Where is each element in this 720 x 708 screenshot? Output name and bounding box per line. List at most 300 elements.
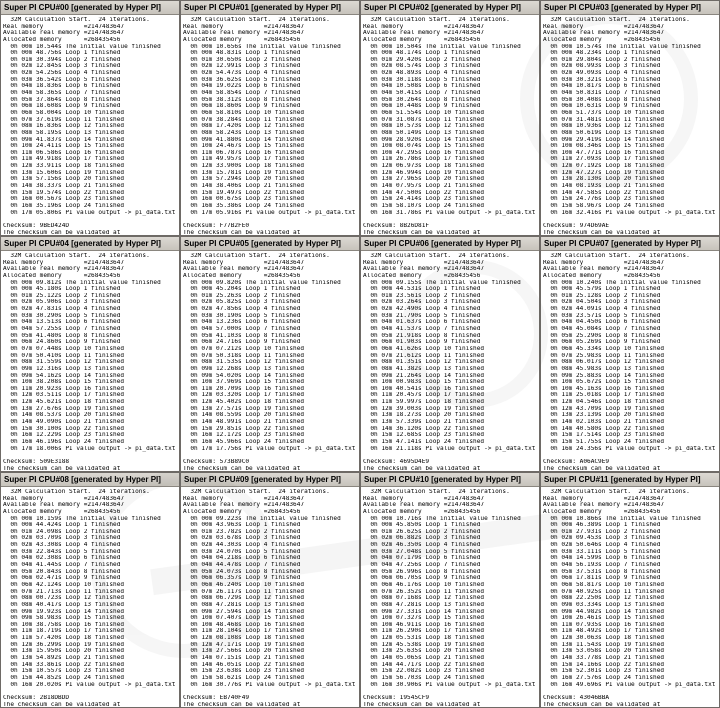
window-titlebar[interactable] xyxy=(1,473,179,487)
console-line: 0h 15m 23.638s Loop 23 finished xyxy=(183,668,305,675)
console-line: 0h 00m 44.531s Loop 1 finished xyxy=(363,286,481,293)
console-output xyxy=(181,15,359,235)
console-line: Available real memory =2147483647 xyxy=(543,30,665,37)
console-line: 0h 10m 24.411s Loop 15 finished xyxy=(3,143,125,150)
console-line: 0h 07m 31.481s Loop 11 finished xyxy=(543,116,665,123)
console-line: 0h 08m 17.420s Loop 12 finished xyxy=(183,123,305,130)
console-line: 0h 06m 06.705s Loop 9 finished xyxy=(363,575,481,582)
console-line: 0h 00m 48.174s Loop 1 finished xyxy=(363,50,481,57)
console-line: 0h 12m 45.402s Loop 18 finished xyxy=(183,399,305,406)
console-line: The checksum can be validated at xyxy=(363,701,481,707)
console-line: 0h 00m 48.831s Loop 1 finished xyxy=(183,50,301,57)
console-line: 0h 11m 06.787s Loop 16 finished xyxy=(183,149,305,156)
console-line: 0h 00m 45.204s Loop 1 finished xyxy=(183,286,301,293)
console-line: 0h 09m 41.880s Loop 14 finished xyxy=(183,136,305,143)
superpi-window xyxy=(180,236,360,472)
console-line: 0h 12m 06.973s Loop 18 finished xyxy=(363,163,485,170)
window-titlebar[interactable] xyxy=(1,1,179,15)
console-line: 0h 03m 22.843s Loop 5 finished xyxy=(3,548,121,555)
console-line: 0h 10m 26.461s Loop 15 finished xyxy=(543,615,665,622)
console-line: The checksum can be validated at xyxy=(3,465,121,471)
console-line: 0h 00m 10.159s The initial value finished xyxy=(3,515,161,522)
console-line: 0h 06m 45.334s Loop 10 finished xyxy=(543,345,665,352)
console-line: 0h 12m 08.108s Loop 18 finished xyxy=(183,635,305,642)
console-line: 0h 09m 27.594s Loop 14 finished xyxy=(183,608,305,615)
console-line: Real memory =2147483647 xyxy=(543,259,665,266)
console-line: 0h 01m 27.931s Loop 2 finished xyxy=(543,528,661,535)
window-titlebar[interactable] xyxy=(541,1,719,15)
console-line: 0h 16m 30.906s PI value output -> pi_data.txt xyxy=(363,681,536,688)
console-line: 0h 02m 46.350s Loop 4 finished xyxy=(363,542,481,549)
console-line: 0h 08m 58.195s Loop 13 finished xyxy=(3,129,125,136)
console-line: 32M Calculation Start. 24 iterations. xyxy=(3,17,150,23)
window-title: Super PI CPU#03 [generated by Hyper PI] xyxy=(544,3,701,12)
console-line: 0h 11m 20.457s Loop 17 finished xyxy=(363,392,485,399)
window-titlebar[interactable] xyxy=(541,473,719,487)
console-line: 0h 09m 41.837s Loop 14 finished xyxy=(3,136,125,143)
superpi-window xyxy=(540,472,720,708)
console-line: 0h 04m 14.599s Loop 6 finished xyxy=(543,555,661,562)
console-line: 0h 13m 57.294s Loop 20 finished xyxy=(183,176,305,183)
console-line: Available real memory =2147483647 xyxy=(363,502,485,509)
window-title: Super PI CPU#00 [generated by Hyper PI] xyxy=(4,3,161,12)
console-line: 0h 16m 24.356s PI value output -> pi_data.txt xyxy=(543,445,716,452)
window-title: Super PI CPU#04 [generated by Hyper PI] xyxy=(4,239,161,248)
console-line: 0h 08m 31.535s Loop 12 finished xyxy=(183,359,305,366)
console-line: 0h 01m 26.625s Loop 2 finished xyxy=(363,528,481,535)
console-line: 0h 04m 19.022s Loop 6 finished xyxy=(183,83,301,90)
console-line: 0h 04m 04.450s Loop 6 finished xyxy=(543,319,661,326)
window-title: Super PI CPU#06 [generated by Hyper PI] xyxy=(364,239,521,248)
console-line: Checksum: EB740F49 xyxy=(183,694,250,701)
console-line: 0h 16m 45.966s Loop 24 finished xyxy=(183,438,305,445)
console-line: 0h 03m 36.542s Loop 5 finished xyxy=(3,76,121,83)
console-line: 0h 13m 27.566s Loop 20 finished xyxy=(183,648,305,655)
console-line: 0h 14m 07.151s Loop 21 finished xyxy=(183,655,305,662)
console-line: 0h 07m 07.448s Loop 10 finished xyxy=(3,345,125,352)
console-line: 0h 10m 07.407s Loop 15 finished xyxy=(183,615,305,622)
console-line: 0h 13m 15.606s Loop 19 finished xyxy=(3,169,125,176)
console-line: 0h 01m 30.394s Loop 2 finished xyxy=(3,56,121,63)
console-line: 0h 10m 08.074s Loop 15 finished xyxy=(363,143,485,150)
console-line: Allocated memory =268435456 xyxy=(363,508,481,515)
console-line: 0h 02m 47.856s Loop 4 finished xyxy=(183,306,301,313)
console-line: 0h 16m 12.172s Loop 23 finished xyxy=(183,432,305,439)
console-line: 0h 15m 19.497s Loop 22 finished xyxy=(183,189,305,196)
console-line: 0h 02m 12.991s Loop 3 finished xyxy=(183,63,301,70)
console-line: 0h 06m 58.817s Loop 10 finished xyxy=(543,581,665,588)
console-line: 0h 08m 47.281s Loop 13 finished xyxy=(363,601,485,608)
console-line: 0h 12m 47.227s Loop 19 finished xyxy=(543,169,665,176)
console-line: 0h 00m 10.574s The initial value finished xyxy=(543,43,701,50)
console-output xyxy=(361,487,539,707)
console-line: 0h 10m 47.771s Loop 16 finished xyxy=(543,149,665,156)
console-output xyxy=(1,251,179,471)
console-line: 32M Calculation Start. 24 iterations. xyxy=(3,253,150,259)
console-line: 0h 04m 01.637s Loop 6 finished xyxy=(363,319,481,326)
console-line: 0h 00m 48.234s Loop 1 finished xyxy=(543,50,661,57)
console-line: Checksum: 4695D4E9 xyxy=(363,458,430,465)
console-line: 0h 00m 10.504s The initial value finished xyxy=(363,43,521,50)
console-line: 0h 02m 05.906s Loop 3 finished xyxy=(3,299,121,306)
console-line: 0h 13m 11.543s Loop 19 finished xyxy=(543,641,665,648)
console-line: 0h 01m 25.128s Loop 2 finished xyxy=(543,292,661,299)
console-output xyxy=(181,487,359,707)
console-output xyxy=(181,251,359,471)
console-line: 0h 07m 26.352s Loop 11 finished xyxy=(363,588,485,595)
console-line: 0h 12m 30.063s Loop 18 finished xyxy=(543,635,665,642)
console-output xyxy=(1,15,179,235)
console-line: 0h 13m 25.635s Loop 20 finished xyxy=(363,648,485,655)
console-line: 0h 15m 44.852s Loop 24 finished xyxy=(3,674,125,681)
console-line: 0h 05m 37.864s Loop 8 finished xyxy=(3,96,121,103)
console-line: 32M Calculation Start. 24 iterations. xyxy=(363,17,510,23)
console-line: 0h 03m 30.321s Loop 5 finished xyxy=(543,76,661,83)
console-line: 0h 02m 05.825s Loop 3 finished xyxy=(183,299,301,306)
console-line: 0h 16m 30.776s PI value output -> pi_data.txt xyxy=(183,681,356,688)
console-line xyxy=(183,216,357,223)
console-line: 0h 12m 03.511s Loop 17 finished xyxy=(3,392,125,399)
console-line: Checksum: 8B26D81F xyxy=(363,222,430,229)
console-line: 0h 15m 52.301s Loop 23 finished xyxy=(543,668,665,675)
console-line: 0h 15m 58.967s Loop 24 finished xyxy=(543,202,665,209)
console-line xyxy=(363,452,537,459)
window-title: Super PI CPU#11 [generated by Hyper PI] xyxy=(544,475,701,484)
console-line: 0h 08m 58.243s Loop 13 finished xyxy=(183,129,305,136)
console-line: 0h 08m 01.351s Loop 12 finished xyxy=(363,359,485,366)
console-line: 0h 14m 47.500s Loop 22 finished xyxy=(363,189,485,196)
superpi-window xyxy=(360,472,540,708)
console-line: 0h 08m 16.836s Loop 12 finished xyxy=(3,123,125,130)
console-line: Checksum: 509E3188 xyxy=(3,458,70,465)
console-line: 0h 04m 41.537s Loop 7 finished xyxy=(363,326,481,333)
window-title: Super PI CPU#09 [generated by Hyper PI] xyxy=(184,475,341,484)
console-line: 0h 04m 44.478s Loop 7 finished xyxy=(183,562,301,569)
console-line: 0h 04m 58.365s Loop 7 finished xyxy=(3,90,121,97)
console-line: 0h 11m 48.492s Loop 17 finished xyxy=(543,628,665,635)
console-line: 0h 05m 37.531s Loop 8 finished xyxy=(543,568,661,575)
console-line: 0h 15m 19.574s Loop 22 finished xyxy=(3,189,125,196)
console-line: Checksum: A06AC9E9 xyxy=(543,458,610,465)
console-line: 0h 08m 50.619s Loop 13 finished xyxy=(543,129,665,136)
console-line: 0h 06m 58.810s Loop 10 finished xyxy=(183,109,305,116)
console-line: 0h 09m 29.419s Loop 14 finished xyxy=(543,136,665,143)
console-line: Allocated memory =268435456 xyxy=(543,272,661,279)
console-line: 0h 11m 59.997s Loop 18 finished xyxy=(363,399,485,406)
console-line: 0h 14m 44.717s Loop 22 finished xyxy=(363,661,485,668)
console-output xyxy=(361,15,539,235)
console-line: 0h 13m 53.058s Loop 20 finished xyxy=(543,648,665,655)
console-line: The checksum can be validated at xyxy=(183,701,301,707)
console-line: 0h 08m 22.250s Loop 12 finished xyxy=(543,595,665,602)
console-line: Real memory =2147483647 xyxy=(363,259,485,266)
console-line: 0h 11m 25.018s Loop 17 finished xyxy=(543,392,665,399)
console-line: 0h 04m 56.193s Loop 7 finished xyxy=(543,562,661,569)
console-line: 0h 12m 46.994s Loop 19 finished xyxy=(363,169,485,176)
console-line: 0h 13m 15.781s Loop 19 finished xyxy=(183,169,305,176)
console-line: 0h 15m 12.685s Loop 23 finished xyxy=(363,432,485,439)
console-line: 0h 01m 23.782s Loop 2 finished xyxy=(183,528,301,535)
console-line: Allocated memory =268435456 xyxy=(3,508,121,515)
console-line: Available real memory =2147483647 xyxy=(543,502,665,509)
console-line: Allocated memory =268435456 xyxy=(363,36,481,43)
console-line: Available real memory =2147483647 xyxy=(543,266,665,273)
console-line: 0h 04m 57.000s Loop 7 finished xyxy=(183,326,301,333)
console-line: 0h 15m 24.414s Loop 23 finished xyxy=(363,196,485,203)
console-line: 0h 06m 51.554s Loop 10 finished xyxy=(363,109,485,116)
console-line: 0h 03m 36.625s Loop 5 finished xyxy=(183,76,301,83)
window-titlebar[interactable] xyxy=(361,1,539,15)
console-line: 0h 12m 33.911s Loop 18 finished xyxy=(3,163,125,170)
console-line: 0h 13m 27.965s Loop 20 finished xyxy=(363,176,485,183)
console-line: 0h 08m 31.559s Loop 12 finished xyxy=(3,359,125,366)
console-line: 0h 02m 12.845s Loop 3 finished xyxy=(3,63,121,70)
console-line: 0h 02m 44.091s Loop 4 finished xyxy=(543,306,661,313)
console-line: 0h 16m 12.229s Loop 23 finished xyxy=(3,432,125,439)
console-line: 0h 06m 18.608s Loop 9 finished xyxy=(3,103,121,110)
console-line: 0h 11m 26.786s Loop 17 finished xyxy=(363,156,485,163)
console-line: 0h 03m 23.571s Loop 5 finished xyxy=(543,312,661,319)
window-title: Super PI CPU#02 [generated by Hyper PI] xyxy=(364,3,521,12)
console-line: 0h 08m 06.017s Loop 12 finished xyxy=(543,359,665,366)
console-line: 0h 05m 26.996s Loop 8 finished xyxy=(363,568,481,575)
console-line xyxy=(183,688,357,695)
console-line: Available real memory =2147483647 xyxy=(3,266,125,273)
console-line: 0h 14m 46.051s Loop 22 finished xyxy=(183,661,305,668)
console-line: 0h 09m 28.920s Loop 14 finished xyxy=(363,136,485,143)
console-line: 0h 17m 05.916s PI value output -> pi_data.txt xyxy=(183,209,356,216)
window-title: Super PI CPU#01 [generated by Hyper PI] xyxy=(184,3,341,12)
console-line: Available real memory =2147483647 xyxy=(3,30,125,37)
console-line: 0h 14m 49.090s Loop 21 finished xyxy=(3,419,125,426)
console-line: Available real memory =2147483647 xyxy=(3,502,125,509)
window-titlebar[interactable] xyxy=(181,1,359,15)
console-line: 0h 15m 17.514s Loop 23 finished xyxy=(543,432,665,439)
console-line: 0h 11m 07.935s Loop 16 finished xyxy=(543,621,665,628)
window-titlebar[interactable] xyxy=(361,473,539,487)
console-line: Available real memory =2147483647 xyxy=(183,266,305,273)
superpi-window xyxy=(360,0,540,236)
console-line: 0h 14m 08.537s Loop 20 finished xyxy=(3,412,125,419)
console-line: 0h 04m 04.218s Loop 6 finished xyxy=(183,555,301,562)
console-line: 0h 06m 24.716s Loop 9 finished xyxy=(183,339,301,346)
console-line: 0h 15m 10.557s Loop 23 finished xyxy=(3,668,125,675)
console-line: 0h 11m 49.918s Loop 17 finished xyxy=(3,156,125,163)
console-line: 0h 04m 18.836s Loop 6 finished xyxy=(3,83,121,90)
console-line: 0h 02m 42.490s Loop 4 finished xyxy=(363,306,481,313)
console-line: 0h 02m 06.882s Loop 3 finished xyxy=(363,535,481,542)
console-line: 0h 08m 41.382s Loop 13 finished xyxy=(363,365,485,372)
console-line: 0h 10m 05.672s Loop 15 finished xyxy=(543,379,665,386)
console-line: 0h 15m 24.776s Loop 23 finished xyxy=(543,196,665,203)
console-line: 0h 00m 10.656s The initial value finished xyxy=(183,43,341,50)
console-line: 32M Calculation Start. 24 iterations. xyxy=(183,253,330,259)
console-line: 0h 03m 30.190s Loop 5 finished xyxy=(183,312,301,319)
console-line: Available real memory =2147483647 xyxy=(183,30,305,37)
console-line: 0h 16m 32.416s PI value output -> pi_data.txt xyxy=(543,209,716,216)
console-line: 0h 07m 25.983s Loop 11 finished xyxy=(543,352,665,359)
console-line: Checksum: 19545CF9 xyxy=(363,694,430,701)
console-line: 0h 09m 27.331s Loop 14 finished xyxy=(363,608,485,615)
console-line: 0h 13m 57.339s Loop 21 finished xyxy=(363,419,485,426)
console-line: 0h 07m 50.410s Loop 11 finished xyxy=(3,352,125,359)
console-line xyxy=(3,452,177,459)
console-line: 0h 11m 57.420s Loop 18 finished xyxy=(3,635,125,642)
console-line: 0h 04m 02.308s Loop 6 finished xyxy=(3,555,121,562)
window-titlebar[interactable] xyxy=(1,237,179,251)
console-line: 0h 16m 00.567s Loop 23 finished xyxy=(3,196,125,203)
console-line: 0h 00m 10.544s The initial value finished xyxy=(3,43,161,50)
console-line: 0h 04m 47.256s Loop 7 finished xyxy=(363,562,481,569)
console-line: 0h 16m 27.576s Loop 24 finished xyxy=(543,674,665,681)
console-output xyxy=(361,251,539,471)
console-line xyxy=(543,216,717,223)
console-line: Checksum: 9BED424D xyxy=(3,222,70,229)
superpi-window xyxy=(180,0,360,236)
superpi-window xyxy=(360,236,540,472)
console-line: 0h 08m 10.573s Loop 12 finished xyxy=(363,123,485,130)
console-line: Allocated memory =268435456 xyxy=(183,36,301,43)
window-title: Super PI CPU#05 [generated by Hyper PI] xyxy=(184,239,341,248)
console-line: 0h 09m 19.923s Loop 14 finished xyxy=(3,608,125,615)
console-line: 0h 03m 24.070s Loop 5 finished xyxy=(183,548,301,555)
console-line: 0h 06m 10.631s Loop 9 finished xyxy=(543,103,661,110)
console-output xyxy=(1,487,179,707)
console-line xyxy=(183,452,357,459)
console-line: 0h 01m 23.561s Loop 2 finished xyxy=(363,292,481,299)
console-line: 0h 04m 58.854s Loop 7 finished xyxy=(183,90,301,97)
console-line: The checksum can be validated at xyxy=(543,701,661,707)
console-line: 0h 14m 36.120s Loop 22 finished xyxy=(363,425,485,432)
console-line: 0h 02m 08.574s Loop 3 finished xyxy=(363,63,481,70)
console-line: 0h 04m 50.831s Loop 7 finished xyxy=(543,90,661,97)
console-line: Real memory =2147483647 xyxy=(543,495,665,502)
console-output xyxy=(541,15,719,235)
console-line: 0h 14m 38.337s Loop 21 finished xyxy=(3,183,125,190)
console-line: 0h 10m 47.295s Loop 16 finished xyxy=(363,149,485,156)
console-line: 0h 15m 14.166s Loop 22 finished xyxy=(543,661,665,668)
window-titlebar[interactable] xyxy=(541,237,719,251)
console-line: 0h 12m 39.003s Loop 19 finished xyxy=(363,405,485,412)
console-line: 0h 07m 38.284s Loop 11 finished xyxy=(183,116,305,123)
console-line: 0h 14m 33.778s Loop 21 finished xyxy=(543,655,665,662)
window-titlebar[interactable] xyxy=(181,237,359,251)
window-titlebar[interactable] xyxy=(181,473,359,487)
console-line: 32M Calculation Start. 24 iterations. xyxy=(543,253,690,259)
console-line: 0h 00m 44.424s Loop 1 finished xyxy=(3,522,121,529)
superpi-window xyxy=(180,472,360,708)
console-line: 0h 11m 20.709s Loop 16 finished xyxy=(183,385,305,392)
console-line: 0h 11m 27.093s Loop 17 finished xyxy=(543,156,665,163)
console-line: 0h 06m 41.626s Loop 10 finished xyxy=(363,345,485,352)
window-titlebar[interactable] xyxy=(361,237,539,251)
console-line: 0h 00m 09.812s The initial value finished xyxy=(3,279,161,286)
console-line: 0h 04m 07.179s Loop 6 finished xyxy=(363,555,481,562)
console-line: 0h 02m 08.993s Loop 3 finished xyxy=(543,63,661,70)
console-line: 0h 15m 58.621s Loop 24 finished xyxy=(183,674,305,681)
console-line: 0h 06m 58.004s Loop 10 finished xyxy=(3,109,125,116)
console-line xyxy=(363,216,537,223)
console-line: 0h 09m 54.162s Loop 14 finished xyxy=(3,372,125,379)
console-line: Real memory =2147483647 xyxy=(183,259,305,266)
console-line: 0h 15m 29.851s Loop 22 finished xyxy=(183,425,305,432)
console-line: Allocated memory =268435456 xyxy=(363,272,481,279)
console-line: 0h 15m 51.755s Loop 24 finished xyxy=(543,438,665,445)
console-line: 32M Calculation Start. 24 iterations. xyxy=(363,253,510,259)
console-line: 0h 10m 40.541s Loop 16 finished xyxy=(363,385,485,392)
console-line: 0h 14m 48.991s Loop 21 finished xyxy=(183,419,305,426)
console-line: 0h 12m 03.320s Loop 17 finished xyxy=(183,392,305,399)
console-line: 0h 14m 38.406s Loop 21 finished xyxy=(183,183,305,190)
console-line: 0h 14m 07.957s Loop 21 finished xyxy=(363,183,485,190)
console-line: 0h 02m 50.646s Loop 4 finished xyxy=(543,542,661,549)
console-output xyxy=(541,251,719,471)
console-line: 0h 11m 28.104s Loop 17 finished xyxy=(183,628,305,635)
console-line: 0h 16m 35.386s Loop 24 finished xyxy=(183,202,305,209)
console-line xyxy=(363,688,537,695)
console-line: 0h 00m 46.389s Loop 1 finished xyxy=(543,522,661,529)
console-line: 0h 08m 50.149s Loop 13 finished xyxy=(363,129,485,136)
console-line: 0h 05m 41.480s Loop 8 finished xyxy=(3,332,121,339)
console-line: 0h 06m 42.124s Loop 10 finished xyxy=(3,581,125,588)
console-line: Real memory =2147483647 xyxy=(363,495,485,502)
console-line: 0h 08m 10.936s Loop 12 finished xyxy=(543,123,665,130)
console-line: 32M Calculation Start. 24 iterations. xyxy=(543,489,690,495)
console-line: 0h 12m 07.192s Loop 18 finished xyxy=(543,163,665,170)
console-line: 0h 05m 30.264s Loop 8 finished xyxy=(363,96,481,103)
console-line: 0h 08m 06.729s Loop 12 finished xyxy=(183,595,305,602)
console-line: 0h 01m 25.122s Loop 2 finished xyxy=(3,292,121,299)
console-line: 0h 13m 27.571s Loop 19 finished xyxy=(183,405,305,412)
console-line: Available real memory =2147483647 xyxy=(363,266,485,273)
console-line: Checksum: F77B2FE0 xyxy=(183,222,250,229)
console-line: The checksum can be validated at xyxy=(543,229,661,235)
console-line: 0h 13m 54.892s Loop 21 finished xyxy=(3,655,125,662)
console-line: 0h 09m 12.316s Loop 13 finished xyxy=(3,365,125,372)
console-line: 0h 01m 30.650s Loop 2 finished xyxy=(183,56,301,63)
console-line: 0h 02m 54.256s Loop 4 finished xyxy=(3,70,121,77)
console-line: 0h 02m 54.473s Loop 4 finished xyxy=(183,70,301,77)
console-line: 0h 10m 46.911s Loop 16 finished xyxy=(363,621,485,628)
console-line: 32M Calculation Start. 24 iterations. xyxy=(543,17,690,23)
console-line: 0h 02m 03.678s Loop 3 finished xyxy=(183,535,301,542)
console-line: 0h 03m 30.290s Loop 5 finished xyxy=(3,312,121,319)
console-line: 0h 04m 41.445s Loop 7 finished xyxy=(3,562,121,569)
console-line: 0h 04m 13.513s Loop 6 finished xyxy=(3,319,121,326)
console-line: 0h 10m 45.163s Loop 16 finished xyxy=(543,385,665,392)
console-line: 0h 03m 27.048s Loop 5 finished xyxy=(363,548,481,555)
console-line: 0h 06m 06.357s Loop 9 finished xyxy=(183,575,301,582)
console-line: 32M Calculation Start. 24 iterations. xyxy=(183,17,330,23)
console-line: 0h 10m 38.758s Loop 16 finished xyxy=(3,621,125,628)
console-line: 0h 07m 37.619s Loop 11 finished xyxy=(3,116,125,123)
console-line: 0h 02m 43.308s Loop 4 finished xyxy=(3,542,121,549)
console-line: 0h 17m 17.756s PI value output -> pi_data.txt xyxy=(183,445,356,452)
console-line: 0h 09m 54.020s Loop 14 finished xyxy=(183,372,305,379)
console-line: 0h 01m 29.420s Loop 2 finished xyxy=(363,56,481,63)
console-line: Real memory =2147483647 xyxy=(543,23,665,30)
console-line: 0h 17m 18.006s PI value output -> pi_data.txt xyxy=(3,445,176,452)
console-line: 0h 00m 48.756s Loop 1 finished xyxy=(3,50,121,57)
console-line: 0h 07m 07.212s Loop 10 finished xyxy=(183,345,305,352)
console-line: 0h 10m 24.467s Loop 15 finished xyxy=(183,143,305,150)
console-line: 32M Calculation Start. 24 iterations. xyxy=(183,489,330,495)
console-line: 0h 00m 45.579s Loop 1 finished xyxy=(543,286,661,293)
console-line: 0h 02m 47.831s Loop 4 finished xyxy=(3,306,121,313)
console-line: The checksum can be validated at xyxy=(183,229,301,235)
console-line: 0h 09m 44.982s Loop 14 finished xyxy=(543,608,665,615)
console-line: 0h 07m 21.612s Loop 11 finished xyxy=(363,352,485,359)
